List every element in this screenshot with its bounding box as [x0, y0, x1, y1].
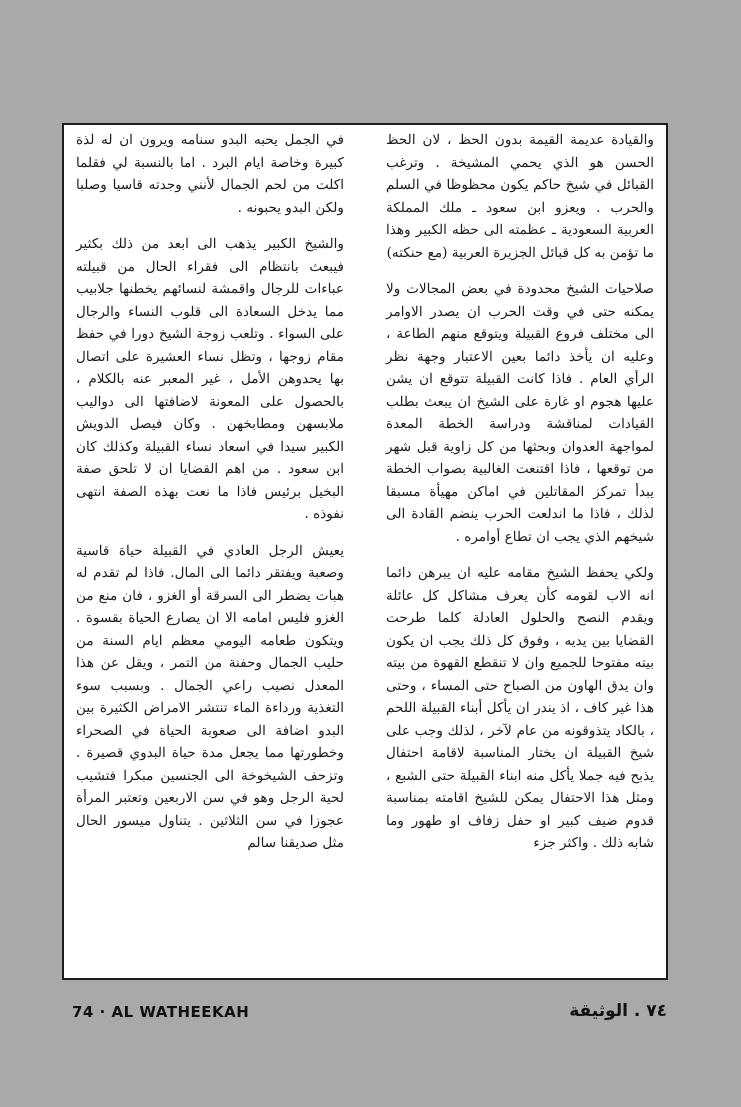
- right-paragraph-1: والقيادة عديمة القيمة بدون الحظ ، لان الحظ الحسن هو الذي يحمي المشيخة . وترغب القبائل في شيخ حاكم يكون محظوظا في السلم والحرب . ويعزو ابن سعود ـ ملك المملكة العربية السعودية ـ عظمته الى حظه الكبير وهذا ما تؤمن به كل قبائل الجزيرة العربية (مع حنكته): [386, 132, 654, 261]
- right-paragraph-3: ولكي يحفظ الشيخ مقامه عليه ان يبرهن دائما انه الاب لقومه كأن يعرف مشاكل كل عائلة ويقدم النصح والحلول العادلة كلما طرحت القضايا بين يديه ، وفوق كل ذلك يجب ان يكون بيته مفتوحا للجميع وان لا تنقطع القهوة من بيته وان يدق الهاون من الصباح حتى المساء ، وحتى هذا غير كاف ، اذ يندر ان يأكل أبناء القبيلة اللحم ، بالكاد يتذوقونه من عام لآخر ، لذلك وجب على شيخ القبيلة ان يختار المناسبة لاقامة احتفال يذبح فيه جملا يأكل منه ابناء القبيلة حتى الشبع ، ومثل هذا الاحتفال يمكن للشيخ اقامته بمناسبة قدوم ضيف كبير او حفل زفاف او طهور وما شابه ذلك . واكثر جزء: [386, 565, 654, 851]
- right-paragraph-2: صلاحيات الشيخ محدودة في بعض المجالات ولا يمكنه حتى في وقت الحرب ان يصدر الاوامر الى مختلف فروع القبيلة ويتوقع منهم الطاعة ، وعليه ان يأخذ دائما بعين الاعتبار وجهة نظر الرأي العام . فاذا كانت القبيلة تتوقع ان يشن عليها هجوم او غارة على الشيخ ان يبعث بطلب القيادات لمناقشة ودراسة الخطة المعدة لمواجهة العدوان وبحثها من كل زاوية قبل شهر من توقعها ، فاذا اقتنعت الغالبية بصواب الخطة يبدأ تمركز المقاتلين في اماكن مهيأة مسبقا لذلك ، فاذا ما اندلعت الحرب ينضم القادة الى شيخهم الذي يجب ان تطاع أوامره .: [386, 281, 654, 545]
- right-column: [386, 129, 654, 869]
- left-paragraph-3: يعيش الرجل العادي في القبيلة حياة قاسية وصعبة ويفتقر دائما الى المال. فاذا لم تقدم له هبات يضطر الى السرقة أو الغزو ، فان منع من الغزو فليس امامه الا ان يصارع الحياة بقسوة . ويتكون طعامه اليومي معظم ايام السنة من حليب الجمال وحفنة من التمر ، ويقل عن هذا المعدل نصيب راعي الجمال . وبسبب سوء التغذية ورداءة الماء تنتشر الامراض الكثيرة بين البدو اضافة الى صعوبة الحياة في الصحراء وخطورتها مما يجعل مدة حياة البدوي قصيرة . وتزحف الشيخوخة الى الجنسين مبكرا فتشيب لحية الرجل وهو في سن الاربعين وتعتبر المرأة عجوزا في سن الثلاثين . يتناول ميسور الحال مثل صديقنا سالم: [76, 542, 344, 851]
- left-column: [76, 129, 344, 869]
- page-footer: [72, 1003, 667, 1027]
- left-paragraph-2: والشيخ الكبير يذهب الى ابعد من ذلك بكثير فيبعث بانتظام الى فقراء الحال من قبيلته عباءات للرجال واقمشة لنسائهم يخطنها جلابيب مما يدخل السعادة الى قلوب النساء والرجال على السواء . وتلعب زوجة الشيخ دورا في حفظ مقام زوجها ، وتظل نساء العشيرة على اتصال بها يحدوهن الأمل ، غير المعبر عنه بالكلام ، بالحصول على المعونة لاضافتها الى دواليب ملابسهن ومطابخهن . وكان فيصل الدويش الكبير سيدا في اسعاد نساء القبيلة وكذلك كان ابن سعود . من اهم القضايا ان لا تلحق صفة البخيل برئيس فاذا ما نعت بهذه الصفة انتهى نفوذه .: [76, 236, 344, 522]
- left-paragraph-1: في الجمل يحبه البدو سنامه ويرون ان له لذة كبيرة وخاصة ايام البرد . اما بالنسبة لي فقلما اكلت من لحم الجمال لأنني وجدته قاسيا وصلبا ولكن البدو يحبونه .: [76, 132, 344, 216]
- footer-folio-arabic: ٧٤ . الوثيقة: [569, 1001, 667, 1021]
- footer-folio-english: 74 · AL WATHEEKAH: [72, 1003, 250, 1021]
- article-frame: [62, 123, 668, 980]
